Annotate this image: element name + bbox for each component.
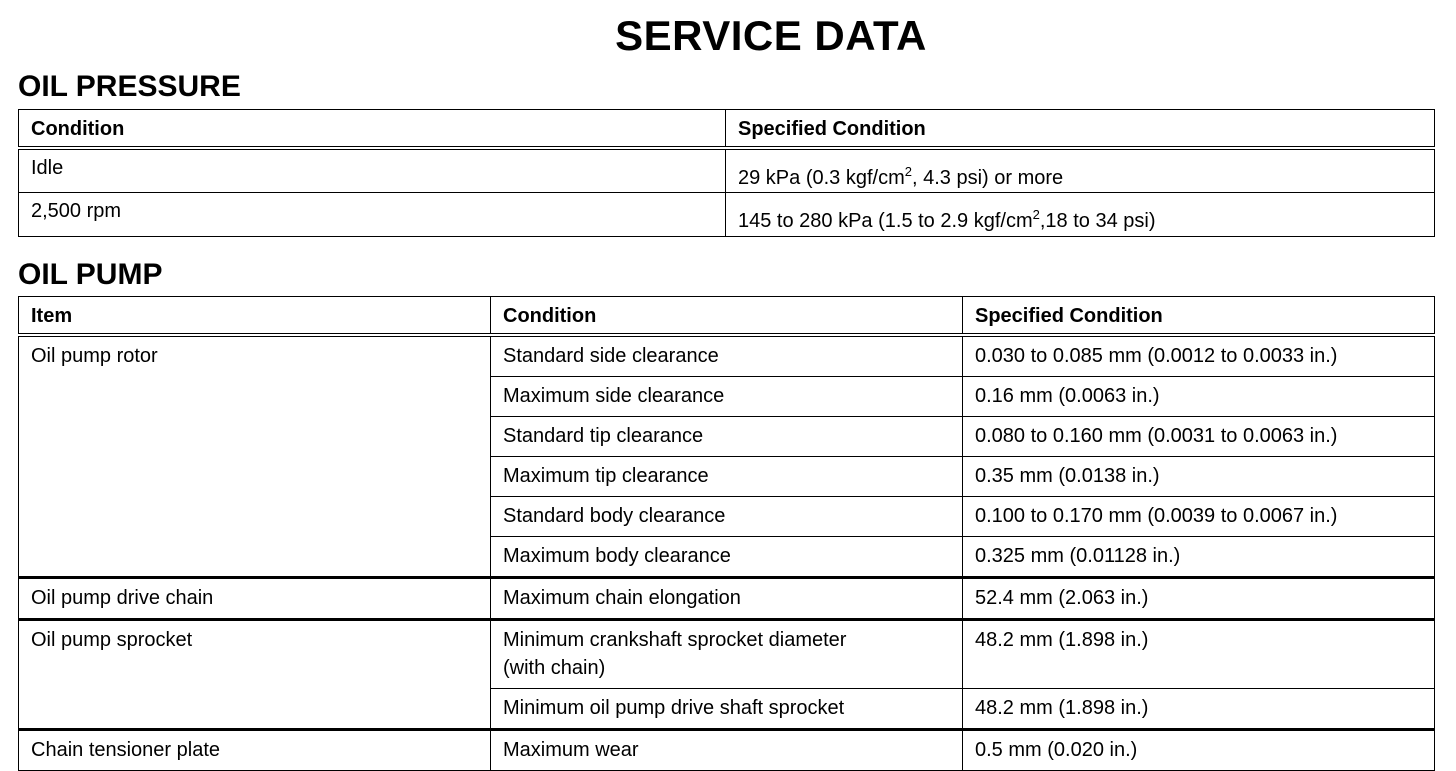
column-header-specified-condition: Specified Condition <box>726 110 1435 148</box>
specified-condition-cell: 48.2 mm (1.898 in.) <box>963 619 1435 688</box>
specified-condition-cell: 0.35 mm (0.0138 in.) <box>963 456 1435 496</box>
column-header-specified-condition: Specified Condition <box>963 297 1435 335</box>
column-header-item: Item <box>19 297 491 335</box>
item-cell: Oil pump drive chain <box>19 577 491 619</box>
specified-condition-cell: 29 kPa (0.3 kgf/$cm^2$, 4.3 psi) or more <box>726 148 1435 193</box>
specified-condition-cell: 0.5 mm (0.020 in.) <box>963 729 1435 770</box>
condition-cell: Idle <box>19 148 726 193</box>
table-row <box>19 729 1435 770</box>
table-row <box>19 335 1435 377</box>
oil-pressure-heading: OIL PRESSURE <box>18 70 241 103</box>
table-row <box>19 577 1435 619</box>
table-header-row <box>19 297 1435 335</box>
condition-cell: Minimum crankshaft sprocket diameter (with chain) <box>491 619 963 688</box>
condition-cell: Standard body clearance <box>491 496 963 536</box>
specified-condition-cell: 145 to 280 kPa (1.5 to 2.9 kgf/$cm^2,18$ to 34 psi) <box>726 192 1435 236</box>
item-cell: Chain tensioner plate <box>19 729 491 770</box>
condition-cell: 2,500 rpm <box>19 192 726 236</box>
column-header-condition: Condition <box>491 297 963 335</box>
table-row <box>19 192 1435 236</box>
condition-cell: Maximum chain elongation <box>491 577 963 619</box>
condition-cell: Standard tip clearance <box>491 416 963 456</box>
specified-condition-cell: 0.100 to 0.170 mm (0.0039 to 0.0067 in.) <box>963 496 1435 536</box>
condition-cell: Maximum wear <box>491 729 963 770</box>
table-row <box>19 148 1435 193</box>
column-header-condition: Condition <box>19 110 726 148</box>
page-title: SERVICE DATA <box>615 12 927 59</box>
table-row <box>19 619 1435 688</box>
specified-condition-cell: 48.2 mm (1.898 in.) <box>963 688 1435 729</box>
condition-cell: Standard side clearance <box>491 335 963 377</box>
condition-cell: Maximum tip clearance <box>491 456 963 496</box>
specified-condition-cell: 0.080 to 0.160 mm (0.0031 to 0.0063 in.) <box>963 416 1435 456</box>
specified-condition-cell: 0.030 to 0.085 mm (0.0012 to 0.0033 in.) <box>963 335 1435 377</box>
item-cell: Oil pump sprocket <box>19 619 491 729</box>
specified-condition-cell: 0.16 mm (0.0063 in.) <box>963 376 1435 416</box>
item-cell: Oil pump rotor <box>19 335 491 578</box>
condition-cell: Maximum side clearance <box>491 376 963 416</box>
oil-pump-table <box>18 296 1435 771</box>
table-header-row <box>19 110 1435 148</box>
specified-condition-cell: 0.325 mm (0.01128 in.) <box>963 536 1435 577</box>
condition-cell: Maximum body clearance <box>491 536 963 577</box>
oil-pressure-table <box>18 109 1435 237</box>
condition-cell: Minimum oil pump drive shaft sprocket <box>491 688 963 729</box>
specified-condition-cell: 52.4 mm (2.063 in.) <box>963 577 1435 619</box>
oil-pump-heading: OIL PUMP <box>18 258 163 291</box>
